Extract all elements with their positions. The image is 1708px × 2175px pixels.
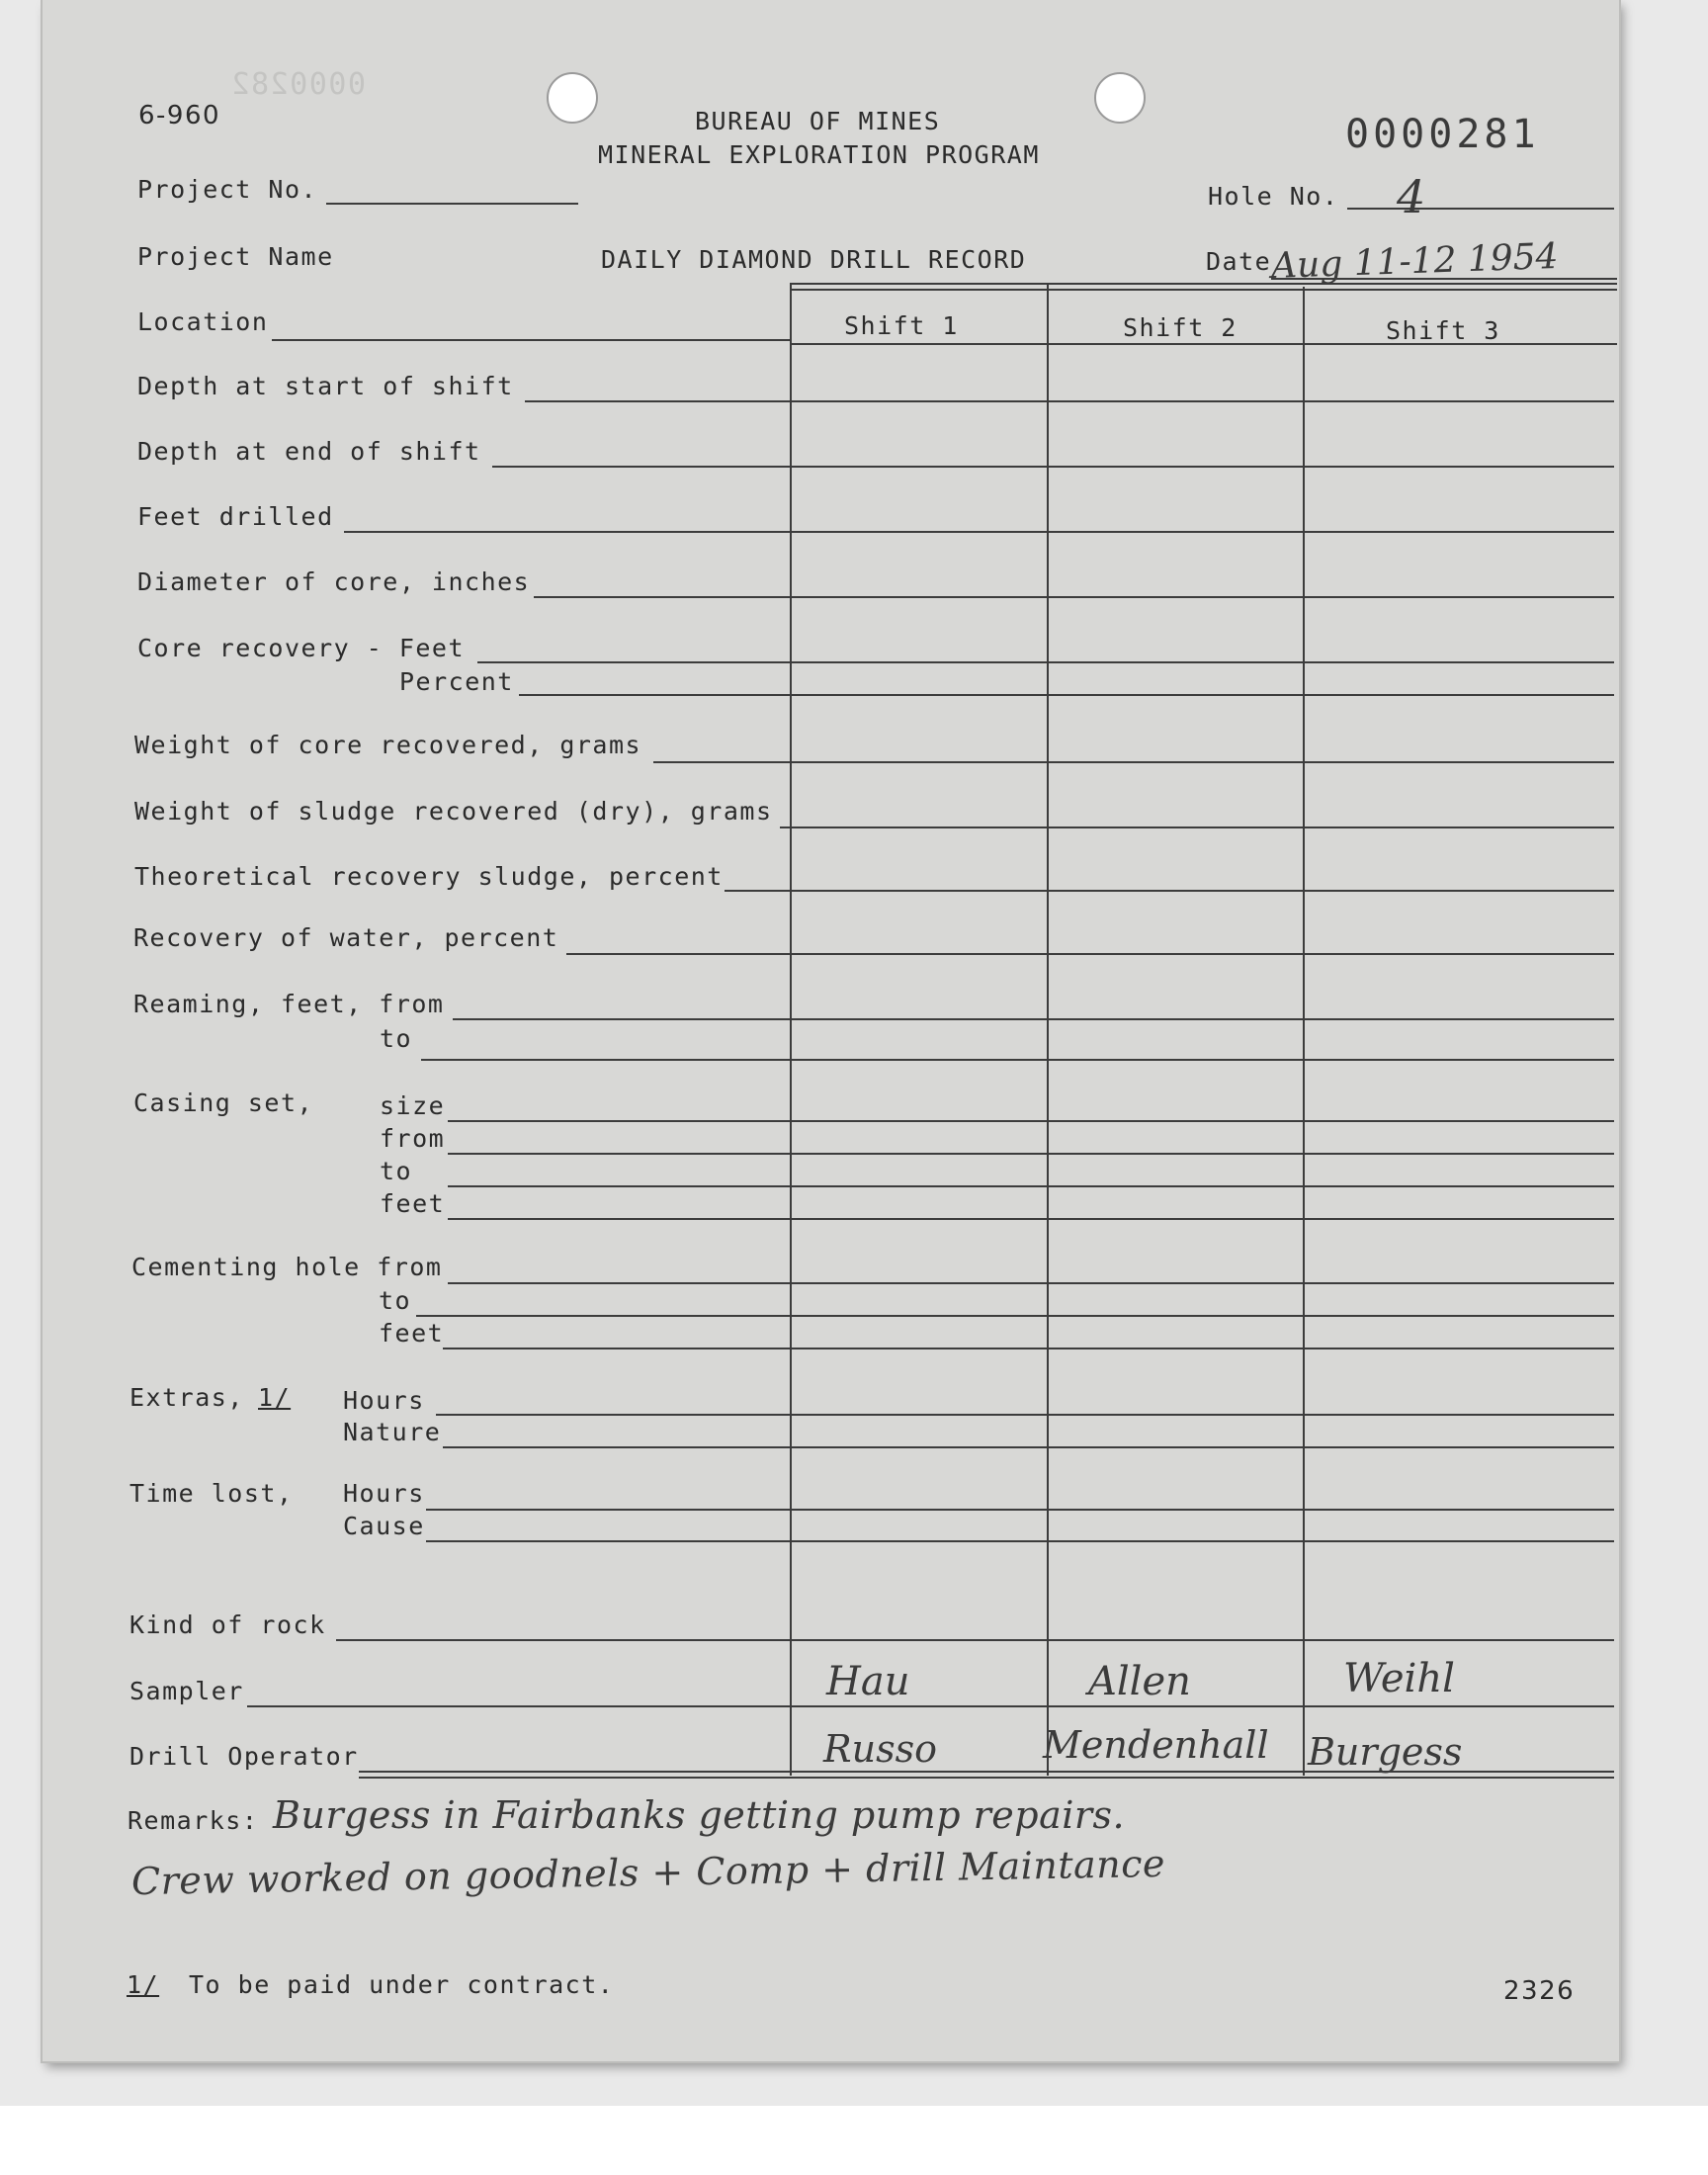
- core-recovery-percent-field[interactable]: [519, 694, 1614, 696]
- weight-core-field[interactable]: [653, 761, 1614, 763]
- hole-no-field[interactable]: [1347, 208, 1614, 210]
- casing-from-field[interactable]: [448, 1153, 1614, 1155]
- remarks-line-2: Crew worked on goodnels + Comp + drill Maintance: [130, 1841, 1166, 1904]
- row-label-reaming: Reaming, feet, from: [133, 990, 445, 1018]
- cementing-feet-field[interactable]: [443, 1348, 1614, 1349]
- row-label-water: Recovery of water, percent: [133, 923, 559, 952]
- depth-start-field[interactable]: [525, 400, 1614, 402]
- casing-feet-field[interactable]: [448, 1218, 1614, 1220]
- table-top-rule: [790, 283, 1617, 285]
- row-label-weight-core: Weight of core recovered, grams: [134, 731, 642, 759]
- reaming-from-field[interactable]: [453, 1018, 1614, 1020]
- row-label-extras-nature: Nature: [343, 1418, 442, 1446]
- serial-number: 0000281: [1345, 112, 1540, 157]
- sampler-shift-2: Allen: [1088, 1659, 1191, 1704]
- row-label-time-cause: Cause: [343, 1512, 425, 1540]
- column-header-shift-2: Shift 2: [1123, 313, 1238, 342]
- row-label-extras: Extras,: [129, 1383, 244, 1412]
- hole-no-value: 4: [1397, 170, 1426, 223]
- footnote-text: To be paid under contract.: [189, 1970, 615, 1999]
- water-field[interactable]: [566, 953, 1614, 955]
- row-label-casing: Casing set,: [133, 1088, 314, 1117]
- row-label-extras-hours: Hours: [343, 1386, 425, 1415]
- cementing-to-field[interactable]: [416, 1315, 1614, 1317]
- project-name-label: Project Name: [137, 242, 334, 271]
- reaming-to-field[interactable]: [421, 1059, 1614, 1061]
- row-label-kind-of-rock: Kind of rock: [129, 1610, 326, 1639]
- row-label-location: Location: [137, 307, 269, 336]
- hole-no-label: Hole No.: [1208, 182, 1339, 211]
- row-label-depth-end: Depth at end of shift: [137, 437, 481, 466]
- table-top-rule-2: [790, 289, 1617, 291]
- row-label-cementing: Cementing hole from: [131, 1253, 443, 1281]
- date-field[interactable]: [1271, 278, 1617, 280]
- extras-footnote-ref: 1/: [258, 1383, 292, 1412]
- hole-punch-left: [547, 72, 598, 124]
- row-label-feet-drilled: Feet drilled: [137, 502, 334, 531]
- extras-hours-field[interactable]: [436, 1414, 1614, 1416]
- program-title: MINERAL EXPLORATION PROGRAM: [598, 140, 1040, 169]
- drill-operator-shift-2: Mendenhall: [1043, 1723, 1269, 1767]
- location-field[interactable]: [272, 339, 790, 341]
- record-title: DAILY DIAMOND DRILL RECORD: [601, 245, 1027, 274]
- row-label-reaming-to: to: [380, 1024, 413, 1053]
- casing-to-field[interactable]: [448, 1185, 1614, 1187]
- drill-operator-shift-1: Russo: [823, 1727, 937, 1771]
- footnote-ref: 1/: [127, 1970, 160, 1999]
- feet-drilled-field[interactable]: [344, 531, 1614, 533]
- column-header-shift-3: Shift 3: [1386, 316, 1500, 345]
- divider-shift-1: [790, 283, 792, 1776]
- core-recovery-feet-field[interactable]: [477, 661, 1614, 663]
- diameter-field[interactable]: [534, 596, 1614, 598]
- form-number: 6-960: [138, 101, 221, 130]
- project-no-field[interactable]: [326, 203, 578, 205]
- time-lost-hours-field[interactable]: [426, 1509, 1614, 1511]
- theoretical-field[interactable]: [725, 890, 1614, 892]
- row-label-diameter: Diameter of core, inches: [137, 567, 531, 596]
- date-label: Date: [1206, 247, 1272, 276]
- casing-size-field[interactable]: [448, 1120, 1614, 1122]
- remarks-label: Remarks:: [128, 1806, 259, 1835]
- column-header-shift-1: Shift 1: [844, 311, 959, 340]
- cementing-from-field[interactable]: [448, 1282, 1614, 1284]
- row-label-core-percent: Percent: [399, 667, 514, 696]
- row-label-cementing-feet: feet: [379, 1319, 445, 1348]
- row-label-depth-start: Depth at start of shift: [137, 372, 514, 400]
- agency-title: BUREAU OF MINES: [695, 107, 941, 135]
- project-no-label: Project No.: [137, 175, 318, 204]
- sampler-shift-3: Weihl: [1343, 1656, 1455, 1701]
- table-bottom-rule: [359, 1777, 1614, 1779]
- drill-record-form: [43, 0, 1619, 2061]
- row-label-casing-to: to: [380, 1157, 413, 1185]
- extras-nature-field[interactable]: [443, 1446, 1614, 1448]
- row-label-time-lost: Time lost,: [129, 1479, 294, 1508]
- row-label-drill-operator: Drill Operator: [129, 1742, 359, 1771]
- row-label-casing-from: from: [380, 1124, 446, 1153]
- remarks-line-1: Burgess in Fairbanks getting pump repairs.: [273, 1793, 1126, 1837]
- date-value: Aug 11-12 1954: [1270, 235, 1560, 288]
- column-header-rule: [790, 343, 1617, 345]
- time-lost-cause-field[interactable]: [426, 1540, 1614, 1542]
- sampler-field[interactable]: [247, 1705, 1614, 1707]
- row-label-core-recovery: Core recovery - Feet: [137, 634, 466, 662]
- depth-end-field[interactable]: [492, 466, 1614, 468]
- drill-operator-shift-3: Burgess: [1308, 1730, 1463, 1774]
- row-label-time-hours: Hours: [343, 1479, 425, 1508]
- kind-of-rock-field[interactable]: [336, 1639, 1614, 1641]
- row-label-cementing-to: to: [379, 1286, 412, 1315]
- divider-shift-2: [1047, 285, 1049, 1776]
- divider-shift-3: [1303, 287, 1305, 1776]
- faded-serial-number: 0000282: [230, 67, 366, 102]
- sampler-shift-1: Hau: [826, 1659, 910, 1704]
- row-label-theoretical: Theoretical recovery sludge, percent: [134, 862, 724, 891]
- page-number: 2326: [1503, 1976, 1576, 2006]
- row-label-sampler: Sampler: [129, 1677, 244, 1705]
- weight-sludge-field[interactable]: [780, 826, 1614, 828]
- hole-punch-right: [1094, 72, 1146, 124]
- row-label-casing-feet: feet: [380, 1189, 446, 1218]
- row-label-casing-size: size: [380, 1091, 446, 1120]
- row-label-weight-sludge: Weight of sludge recovered (dry), grams: [134, 797, 773, 826]
